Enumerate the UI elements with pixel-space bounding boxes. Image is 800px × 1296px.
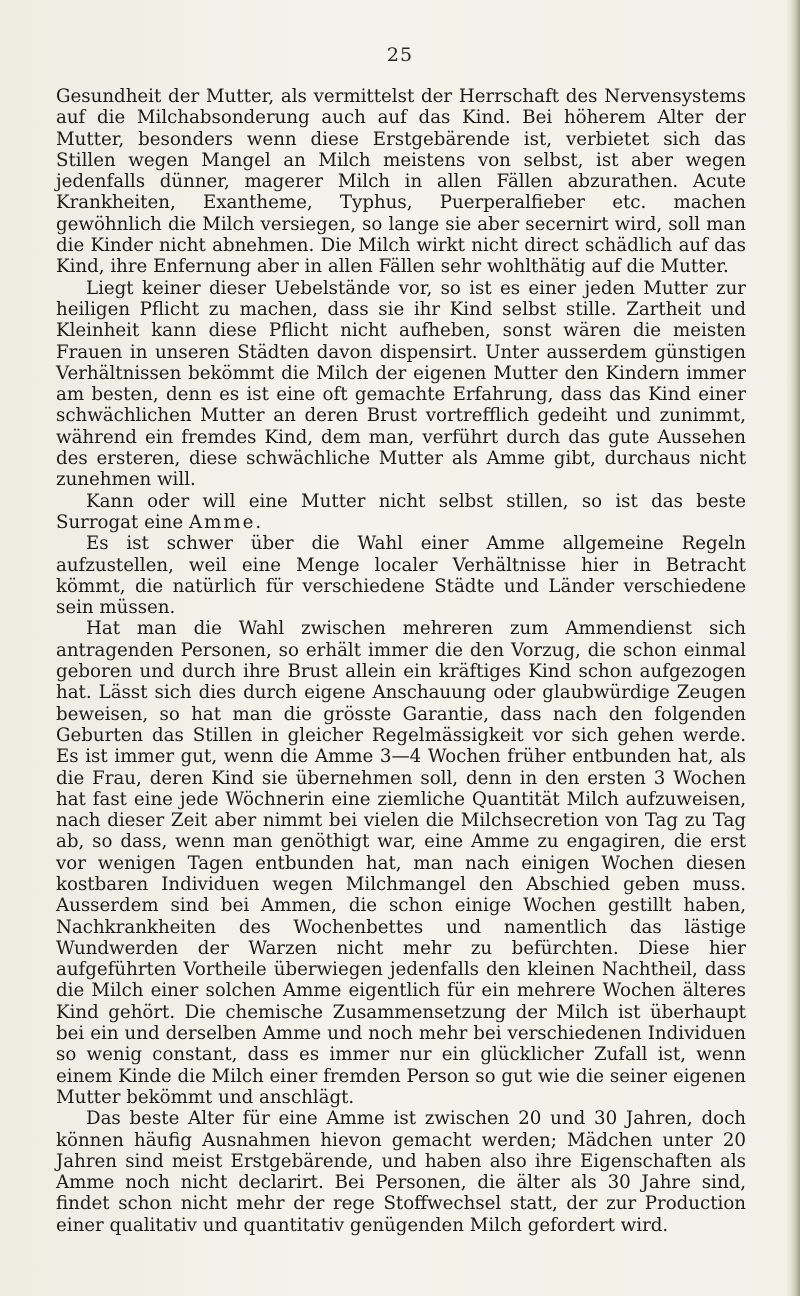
paragraph-4: Es ist schwer über die Wahl einer Amme allgemeine Regeln aufzustellen, weil eine Menge localer Verhältnisse hier in Betracht kömmt, die natürlich für verschiedene Städte und Länder verschiedene sein müssen. xyxy=(56,533,746,619)
body-text xyxy=(56,86,746,1236)
page-edge-shadow xyxy=(786,0,800,1296)
paragraph-3-text: Kann oder will eine Mutter nicht selbst stillen, so ist das beste Surrogat eine xyxy=(56,490,746,533)
page-number: 25 xyxy=(386,44,414,66)
paragraph-3 xyxy=(56,491,746,534)
paragraph-6: Das beste Alter für eine Amme ist zwischen 20 und 30 Jahren, doch können häufig Ausnahmen hievon gemacht werden; Mädchen unter 20 Jahren sind meist Erstgebärende, und haben also ihre Eigenschaften als Amme noch nicht declarirt. Bei Personen, die älter als 30 Jahre sind, findet schon nicht mehr der rege Stoffwechsel statt, der zur Production einer qualitativ und quantitativ genügenden Milch gefordert wird. xyxy=(56,1108,746,1236)
amme-emphasis: Amme. xyxy=(188,511,264,533)
paragraph-2: Liegt keiner dieser Uebelstände vor, so ist es einer jeden Mutter zur heiligen Pflicht zu machen, dass sie ihr Kind selbst stille. Zartheit und Kleinheit kann diese Pflicht nicht aufheben, sonst wären die meisten Frauen in unseren Städten davon dispensirt. Unter ausserdem günstigen Verhältnissen bekömmt die Milch der eigenen Mutter den Kindern immer am besten, denn es ist eine oft gemachte Erfahrung, dass das Kind einer schwächlichen Mutter an deren Brust vortrefflich gedeiht und zunimmt, während ein fremdes Kind, dem man, verführt durch das gute Aussehen des ersteren, diese schwächliche Mutter als Amme gibt, durchaus nicht zunehmen will. xyxy=(56,277,746,491)
paragraph-5: Hat man die Wahl zwischen mehreren zum Ammendienst sich antragenden Personen, so erhält immer die den Vorzug, die schon einmal geboren und durch ihre Brust allein ein kräftiges Kind schon aufgezogen hat. Lässt sich dies durch eigene Anschauung oder glaubwürdige Zeugen beweisen, so hat man die grösste Garantie, dass nach den folgenden Geburten das Stillen in gleicher Regelmässigkeit vor sich gehen werde. Es ist immer gut, wenn die Amme 3—4 Wochen früher entbunden hat, als die Frau, deren Kind sie übernehmen soll, denn in den ersten 3 Wochen hat fast eine jede Wöchnerin eine ziemliche Quantität Milch aufzuweisen, nach dieser Zeit aber nimmt bei vielen die Milchsecretion von Tag zu Tag ab, so dass, wenn man genöthigt war, eine Amme zu engagiren, die erst vor wenigen Tagen entbunden hat, man nach einigen Wochen diesen kostbaren Individuen wegen Milchmangel den Abschied geben muss. Ausserdem sind bei Ammen, die schon einige Wochen gestillt haben, Nachkrankheiten des Wochenbettes und namentlich das lästige Wundwerden der Warzen nicht mehr zu befürchten. Diese hier aufgeführten Vortheile überwiegen jedenfalls den kleinen Nachtheil, dass die Milch einer solchen Amme eigentlich für ein mehrere Wochen älteres Kind gehört. Die chemische Zusammensetzung der Milch ist überhaupt bei ein und derselben Amme und noch mehr bei verschiedenen Individuen so wenig constant, dass es immer nur ein glücklicher Zufall ist, wenn einem Kinde die Milch einer fremden Person so gut wie die seiner eigenen Mutter bekömmt und anschlägt. xyxy=(56,618,746,1108)
paragraph-1: Gesundheit der Mutter, als vermittelst der Herrschaft des Nervensystems auf die Milchabsonderung auch auf das Kind. Bei höherem Alter der Mutter, besonders wenn diese Erstgebärende ist, verbietet sich das Stillen wegen Mangel an Milch meistens von selbst, ist aber wegen jedenfalls dünner, magerer Milch in allen Fällen abzurathen. Acute Krankheiten, Exantheme, Typhus, Puerperalfieber etc. machen gewöhnlich die Milch versiegen, so lange sie aber secernirt wird, soll man die Kinder nicht abnehmen. Die Milch wirkt nicht direct schädlich auf das Kind, ihre Enfernung aber in allen Fällen sehr wohlthätig auf die Mutter. xyxy=(56,86,746,278)
